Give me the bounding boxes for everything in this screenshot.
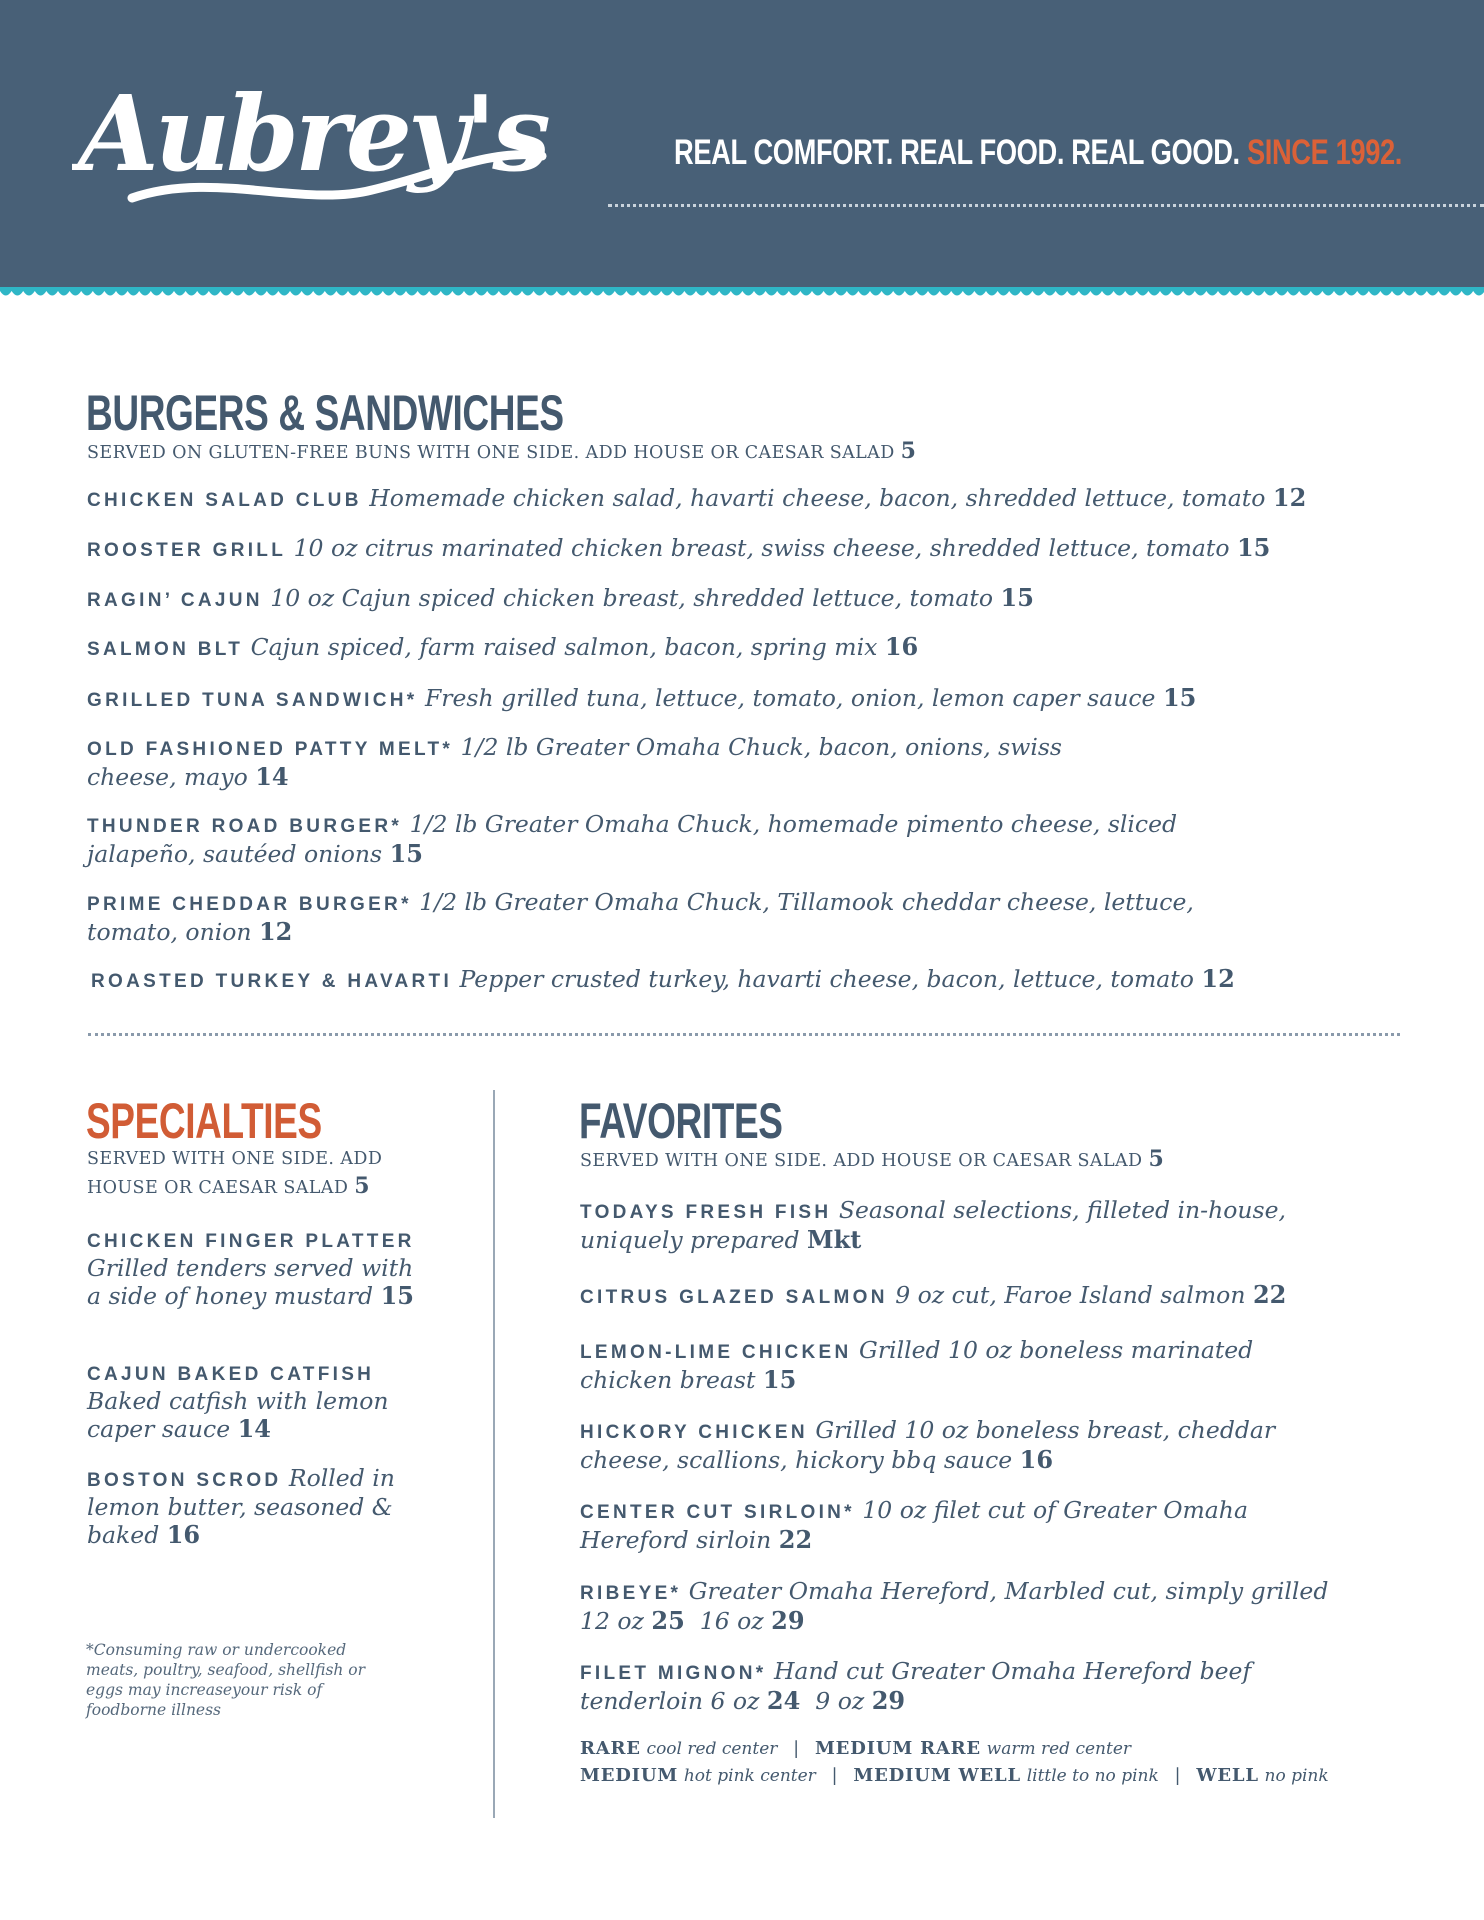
item-name: CHICKEN FINGER PLATTER: [87, 1231, 415, 1252]
item-name: LEMON-LIME CHICKEN: [580, 1342, 852, 1363]
tagline-main: REAL COMFORT. REAL FOOD. REAL GOOD.: [674, 133, 1240, 172]
menu-item: [87, 889, 1207, 946]
svg-text:Aubrey's: Aubrey's: [78, 72, 547, 195]
menu-item: [87, 684, 1417, 714]
doneness-description: little to no pink: [1026, 1766, 1159, 1786]
burgers-note-price: 5: [900, 438, 917, 464]
item-name: ROASTED TURKEY & HAVARTI: [91, 971, 453, 992]
menu-item: [87, 1465, 432, 1549]
doneness-level: MEDIUM WELL: [853, 1765, 1021, 1786]
item-description: 1/2 lb Greater Omaha Chuck, bacon, onions, swiss cheese, mayo: [87, 733, 1062, 791]
item-price: 15: [1000, 583, 1034, 612]
item-description: 10 oz filet cut of Greater Omaha Hereford sirloin: [580, 1496, 1248, 1554]
doneness-description: warm red center: [986, 1739, 1132, 1759]
section-title-burgers: BURGERS & SANDWICHES: [86, 385, 564, 441]
item-name: BOSTON SCROD: [87, 1470, 282, 1491]
item-description: Grilled 10 oz boneless breast, cheddar cheese, scallions, hickory bbq sauce: [580, 1416, 1276, 1474]
item-name: RIBEYE*: [580, 1583, 682, 1604]
menu-item: [87, 484, 1417, 514]
menu-item: [87, 811, 1267, 868]
item-description: 1/2 lb Greater Omaha Chuck, Tillamook cheddar cheese, lettuce, tomato, onion: [87, 888, 1194, 946]
item-price: 15: [1162, 683, 1197, 712]
doneness-level: WELL: [1196, 1765, 1259, 1786]
column-divider: [493, 1090, 495, 1818]
item-name: RAGIN’ CAJUN: [87, 590, 263, 611]
item-price: 14: [237, 1414, 271, 1443]
item-price: 22: [778, 1525, 813, 1554]
doneness-guide-row-1: [580, 1738, 1131, 1759]
item-name: CENTER CUT SIRLOIN*: [580, 1502, 855, 1523]
doneness-level: MEDIUM: [580, 1765, 679, 1786]
section-title-specialties: SPECIALTIES: [86, 1093, 322, 1149]
item-description: Baked catfish with lemon caper sauce: [87, 1387, 389, 1443]
wave-scallops: [0, 287, 1484, 296]
item-description: 10 oz Cajun spiced chicken breast, shredded lettuce, tomato: [270, 584, 994, 612]
doneness-level: RARE: [580, 1738, 641, 1759]
item-description: Seasonal selections, filleted in-house, uniquely prepared: [580, 1196, 1286, 1254]
favorites-note: [580, 1146, 1164, 1175]
menu-item: [87, 633, 1417, 663]
item-name: CHICKEN SALAD CLUB: [87, 490, 362, 511]
doneness-separator: |: [1174, 1765, 1181, 1786]
header-dotted-divider: [608, 204, 1484, 207]
specialties-note-price: 5: [354, 1173, 370, 1199]
section-title-favorites: FAVORITES: [579, 1093, 783, 1149]
item-description: Homemade chicken salad, havarti cheese, bacon, shredded lettuce, tomato: [369, 484, 1266, 512]
burgers-note: [87, 438, 916, 467]
item-name: THUNDER ROAD BURGER*: [87, 816, 403, 837]
item-price: 25: [651, 1606, 685, 1635]
item-description: Hand cut Greater Omaha Hereford beef tenderloin: [580, 1657, 1252, 1715]
item-description: Cajun spiced, farm raised salmon, bacon, spring mix: [250, 633, 878, 661]
item-name: GRILLED TUNA SANDWICH*: [87, 690, 418, 711]
menu-item: [87, 1226, 432, 1310]
item-size: 6 oz: [710, 1687, 760, 1715]
menu-item: [580, 1497, 1320, 1554]
item-price: 12: [1272, 483, 1307, 512]
specialties-note: [87, 1146, 437, 1202]
item-name: CAJUN BAKED CATFISH: [87, 1364, 375, 1385]
item-price: 14: [255, 762, 289, 791]
item-price: Mkt: [807, 1225, 862, 1254]
doneness-level: MEDIUM RARE: [814, 1738, 981, 1759]
item-name: CITRUS GLAZED SALMON: [580, 1287, 888, 1308]
doneness-separator: |: [793, 1738, 800, 1759]
item-price: 16: [884, 632, 919, 661]
menu-item: [87, 534, 1417, 564]
item-price: 16: [166, 1520, 201, 1549]
item-name: SALMON BLT: [87, 639, 244, 660]
menu-item: [580, 1281, 1420, 1311]
item-price: 15: [1236, 533, 1271, 562]
item-price: 22: [1252, 1280, 1287, 1309]
item-name: OLD FASHIONED PATTY MELT*: [87, 739, 454, 760]
section-dotted-divider: [88, 1033, 1400, 1036]
item-price: 15: [380, 1281, 414, 1310]
menu-item: [580, 1197, 1370, 1254]
menu-item: [87, 584, 1417, 614]
item-description: 9 oz cut, Faroe Island salmon: [895, 1281, 1246, 1309]
tagline: [674, 133, 1402, 173]
wave-border: [0, 287, 1484, 301]
item-price: 24: [766, 1686, 801, 1715]
item-price: 12: [258, 917, 293, 946]
item-name: TODAYS FRESH FISH: [580, 1202, 832, 1223]
item-size: 12 oz: [580, 1607, 644, 1635]
item-description: 10 oz citrus marinated chicken breast, swiss cheese, shredded lettuce, tomato: [293, 534, 1230, 562]
item-description: Fresh grilled tuna, lettuce, tomato, onion, lemon caper sauce: [424, 684, 1156, 712]
menu-item: [87, 734, 1107, 791]
item-description: 1/2 lb Greater Omaha Chuck, homemade pimento cheese, sliced jalapeño, sautéed onions: [87, 810, 1178, 868]
item-description: Rolled in lemon butter, seasoned & baked: [87, 1464, 395, 1549]
item-description: Pepper crusted turkey, havarti cheese, bacon, lettuce, tomato: [459, 965, 1194, 993]
menu-item: [87, 1359, 432, 1443]
food-safety-disclaimer: *Consuming raw or undercooked meats, poultry, seafood, shellfish or eggs may increaseyour risk of foodborne illness: [86, 1641, 366, 1719]
item-size: 9 oz: [815, 1687, 865, 1715]
item-price: 15: [389, 839, 424, 868]
header-banner: [0, 0, 1484, 287]
doneness-description: cool red center: [646, 1739, 778, 1759]
item-size: 16 oz: [699, 1607, 764, 1635]
doneness-description: no pink: [1264, 1766, 1329, 1786]
item-name: ROOSTER GRILL: [87, 540, 287, 561]
item-name: PRIME CHEDDAR BURGER*: [87, 894, 412, 915]
item-price: 29: [871, 1686, 906, 1715]
specialties-note-text: SERVED WITH ONE SIDE. ADD HOUSE OR CAESAR SALAD: [87, 1149, 383, 1198]
tagline-since: SINCE 1992.: [1246, 133, 1402, 172]
favorites-note-text: SERVED WITH ONE SIDE. ADD HOUSE OR CAESAR SALAD: [580, 1151, 1143, 1171]
menu-item: [580, 1658, 1360, 1715]
menu-item: [91, 965, 1421, 995]
doneness-description: hot pink center: [683, 1766, 816, 1786]
item-price: 15: [762, 1365, 797, 1394]
burgers-note-text: SERVED ON GLUTEN-FREE BUNS WITH ONE SIDE. ADD HOUSE OR CAESAR SALAD: [87, 443, 895, 463]
menu-item: [580, 1337, 1340, 1394]
item-name: FILET MIGNON*: [580, 1663, 767, 1684]
item-price: 16: [1019, 1445, 1054, 1474]
doneness-guide-row-2: [580, 1765, 1329, 1786]
item-price: 12: [1201, 964, 1235, 993]
item-description: Grilled 10 oz boneless marinated chicken breast: [580, 1336, 1254, 1394]
item-price: 29: [771, 1606, 805, 1635]
item-name: HICKORY CHICKEN: [580, 1422, 808, 1443]
menu-item: [580, 1578, 1400, 1635]
item-description: Greater Omaha Hereford, Marbled cut, simply grilled: [688, 1577, 1329, 1605]
item-description: Grilled tenders served with a side of honey mustard: [87, 1254, 414, 1310]
aubreys-logo: [72, 58, 562, 233]
favorites-note-price: 5: [1148, 1146, 1165, 1172]
doneness-separator: |: [831, 1765, 838, 1786]
aubreys-logo-image: [72, 58, 562, 233]
menu-item: [580, 1417, 1360, 1474]
